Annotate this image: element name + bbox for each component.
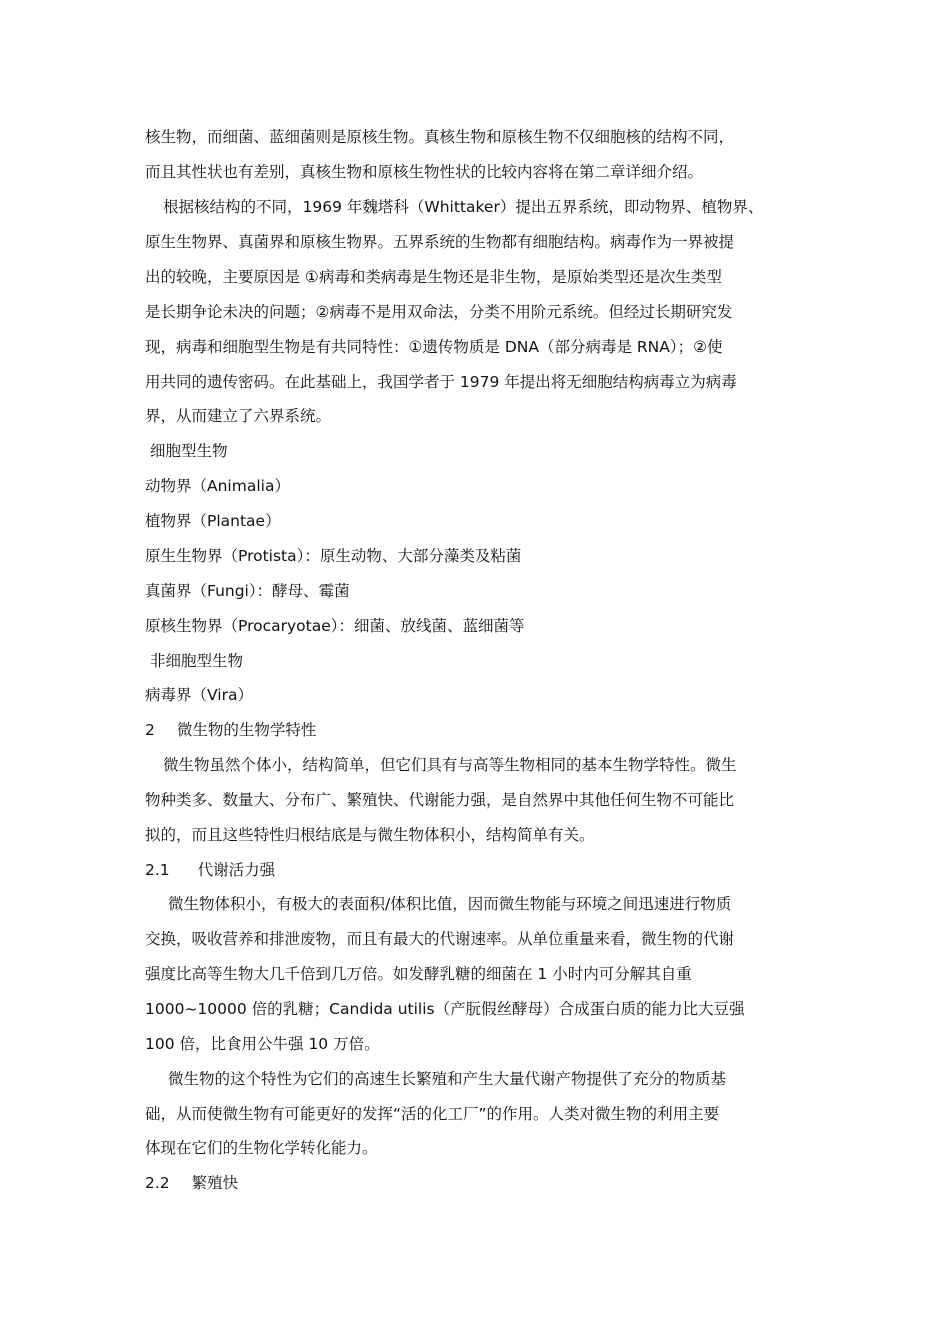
paragraph-line: 现，病毒和细胞型生物是有共同特性：①遗传物质是 DNA（部分病毒是 RNA）；②使: [145, 338, 723, 356]
kingdom-item: 原核生物界（Procaryotae）：细菌、放线菌、蓝细菌等: [145, 617, 525, 635]
paragraph-line: 是长期争论未决的问题；②病毒不是用双命法，分类不用阶元系统。但经过长期研究发: [145, 303, 733, 321]
section-number: 2.1: [145, 861, 170, 879]
paragraph-line: 交换，吸收营养和排泄废物，而且有最大的代谢速率。从单位重量来看，微生物的代谢: [145, 930, 735, 948]
paragraph-line: 微生物体积小，有极大的表面积/体积比值，因而微生物能与环境之间迅速进行物质: [168, 895, 732, 913]
subsection-heading: [145, 1173, 238, 1193]
paragraph-line: 物种类多、数量大、分布广、繁殖快、代谢能力强，是自然界中其他任何生物不可能比: [145, 791, 735, 809]
paragraph-line: 出的较晚，主要原因是 ①病毒和类病毒是生物还是非生物，是原始类型还是次生类型: [145, 268, 722, 286]
paragraph-line: 而且其性状也有差别，真核生物和原核生物性状的比较内容将在第二章详细介绍。: [145, 163, 704, 181]
paragraph-line: 微生物的这个特性为它们的高速生长繁殖和产生大量代谢产物提供了充分的物质基: [168, 1070, 727, 1088]
cellular-heading: 细胞型生物: [150, 442, 228, 460]
section-heading: [145, 720, 316, 740]
section-number: 2: [145, 721, 155, 739]
kingdom-item: 原生生物界（Protista）：原生动物、大部分藻类及粘菌: [145, 547, 522, 565]
paragraph-line: 根据核结构的不同，1969 年魏塔科（Whittaker）提出五界系统，即动物界、植物界、: [163, 198, 764, 216]
subsection-heading: [145, 860, 275, 880]
section-title: 微生物的生物学特性: [176, 721, 317, 739]
section-title: 代谢活力强: [197, 861, 276, 879]
paragraph-line: 微生物虽然个体小，结构简单，但它们具有与高等生物相同的基本生物学特性。微生: [163, 756, 737, 774]
paragraph-line: 核生物，而细菌、蓝细菌则是原核生物。真核生物和原核生物不仅细胞核的结构不同，: [145, 128, 735, 146]
paragraph-line: 体现在它们的生物化学转化能力。: [145, 1139, 378, 1157]
paragraph-line: 拟的，而且这些特性归根结底是与微生物体积小，结构简单有关。: [145, 826, 595, 844]
paragraph-line: 界，从而建立了六界系统。: [145, 407, 332, 425]
paragraph-line: 原生生物界、真菌界和原核生物界。五界系统的生物都有细胞结构。病毒作为一界被提: [145, 233, 735, 251]
section-title: 繁殖快: [191, 1174, 239, 1192]
paragraph-line: 用共同的遗传密码。在此基础上，我国学者于 1979 年提出将无细胞结构病毒立为病毒: [145, 373, 737, 391]
paragraph-line: 100 倍，比食用公牛强 10 万倍。: [145, 1035, 380, 1053]
paragraph-line: 础，从而使微生物有可能更好的发挥“活的化工厂”的作用。人类对微生物的利用主要: [145, 1105, 720, 1123]
section-number: 2.2: [145, 1174, 170, 1192]
paragraph-line: 强度比高等生物大几千倍到几万倍。如发酵乳糖的细菌在 1 小时内可分解其自重: [145, 965, 692, 983]
kingdom-item: 病毒界（Vira）: [145, 686, 253, 704]
paragraph-line: 1000~10000 倍的乳糖；Candida utilis（产朊假丝酵母）合成蛋白质的能力比大豆强: [145, 1000, 745, 1018]
kingdom-item: 动物界（Animalia）: [145, 477, 290, 495]
acellular-heading: 非细胞型生物: [150, 652, 244, 670]
kingdom-item: 真菌界（Fungi）：酵母、霉菌: [145, 582, 350, 600]
kingdom-item: 植物界（Plantae）: [145, 512, 281, 530]
